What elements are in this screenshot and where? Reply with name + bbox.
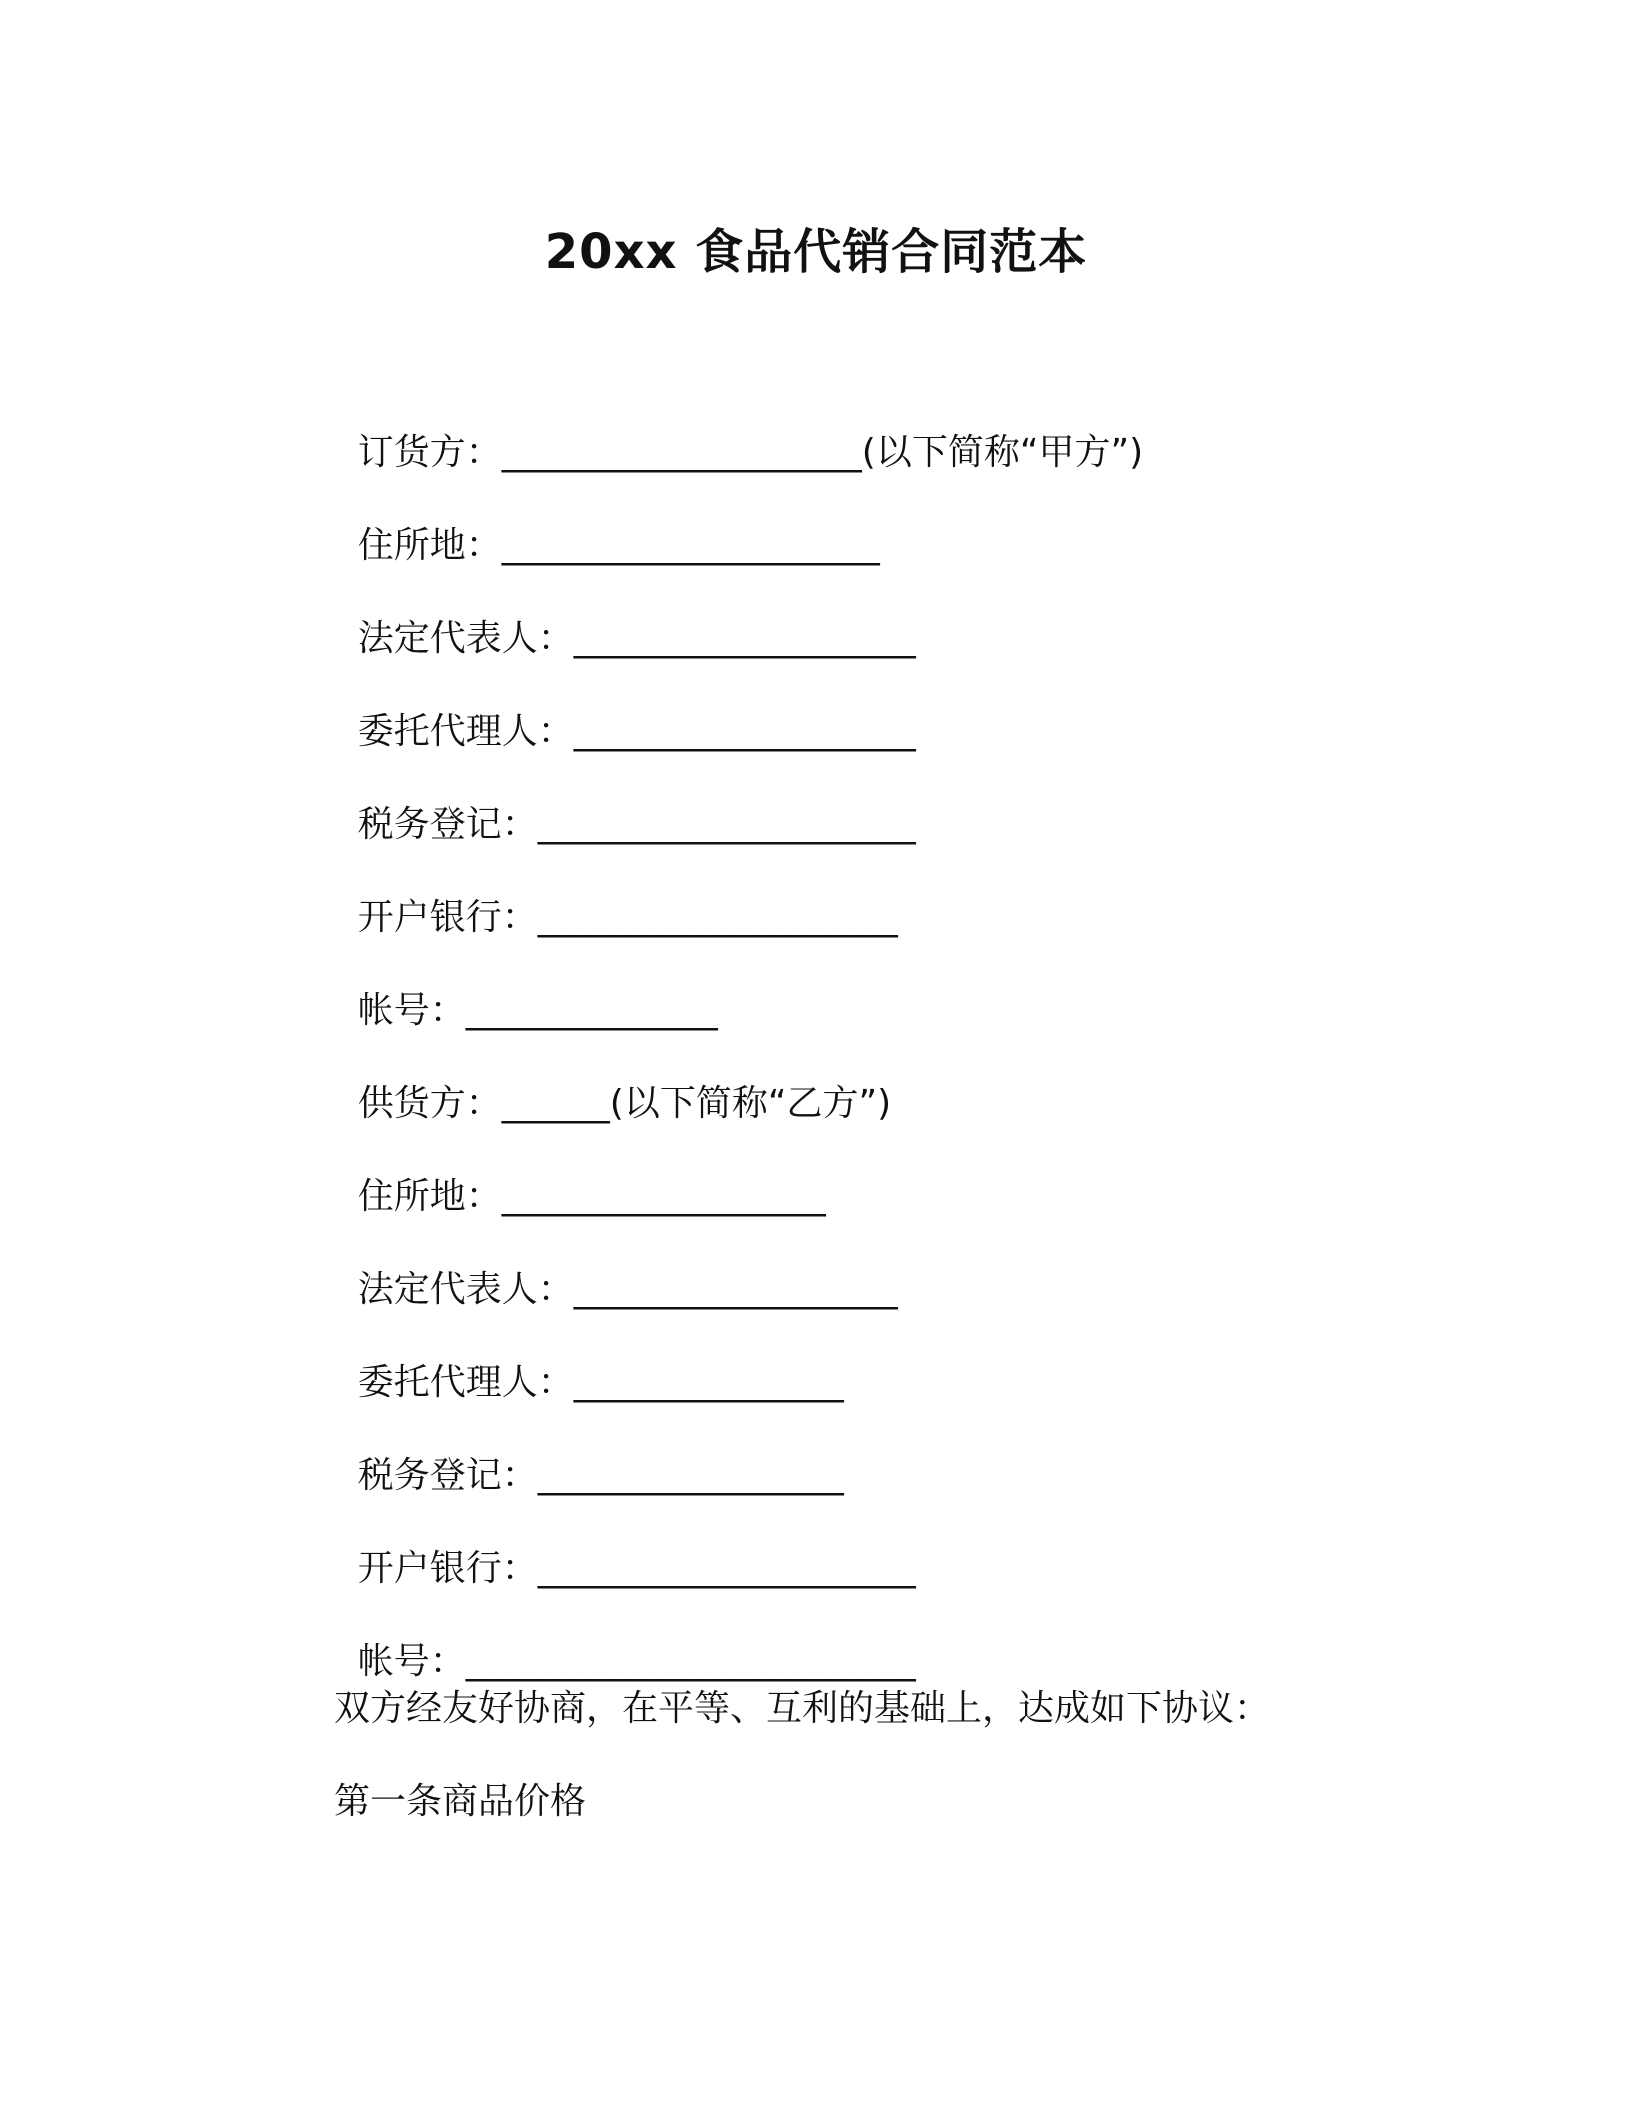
party-a-address-label: 住所地： [357,525,502,566]
party-a-legal-rep-label: 法定代表人： [357,618,574,659]
article-1-heading: 第一条商品价格 [334,1781,587,1822]
party-a-account-value: ______________ [465,990,718,1031]
party-b-bank-label: 开户银行： [357,1548,538,1589]
party-a-agent-label: 委托代理人： [357,711,574,752]
party-a-legal-rep-value: ___________________ [573,618,916,659]
party-b-legal-rep-value: __________________ [573,1269,898,1310]
party-b-account-label: 帐号： [357,1641,466,1682]
party-b-tax-reg-value: _________________ [537,1455,844,1496]
party-a-tax-reg-value: _____________________ [537,804,916,845]
party-b-address-value: __________________ [501,1176,826,1217]
document-title: 20xx 食品代销合同范本 [544,224,1088,280]
party-b-legal-rep-label: 法定代表人： [357,1269,574,1310]
party-a-account-label: 帐号： [357,990,466,1031]
agreement-intro: 双方经友好协商，在平等、互利的基础上，达成如下协议： [334,1688,1271,1729]
party-a-tax-reg-label: 税务登记： [357,804,538,845]
party-b-address-label: 住所地： [357,1176,502,1217]
party-a-agent-value: ___________________ [573,711,916,752]
party-a-orderer-value: ____________________(以下简称“甲方”) [501,432,1144,473]
party-b-account-value: _________________________ [465,1641,916,1682]
party-a-bank-label: 开户银行： [357,897,538,938]
party-a-address-value: _____________________ [501,525,880,566]
party-b-agent-label: 委托代理人： [357,1362,574,1403]
party-a-bank-value: ____________________ [537,897,898,938]
party-a-orderer-label: 订货方： [357,432,502,473]
party-b-supplier-label: 供货方： [357,1083,502,1124]
party-b-agent-value: _______________ [573,1362,844,1403]
party-b-supplier-value: ______(以下简称“乙方”) [501,1083,892,1124]
party-b-tax-reg-label: 税务登记： [357,1455,538,1496]
party-b-bank-value: _____________________ [537,1548,916,1589]
